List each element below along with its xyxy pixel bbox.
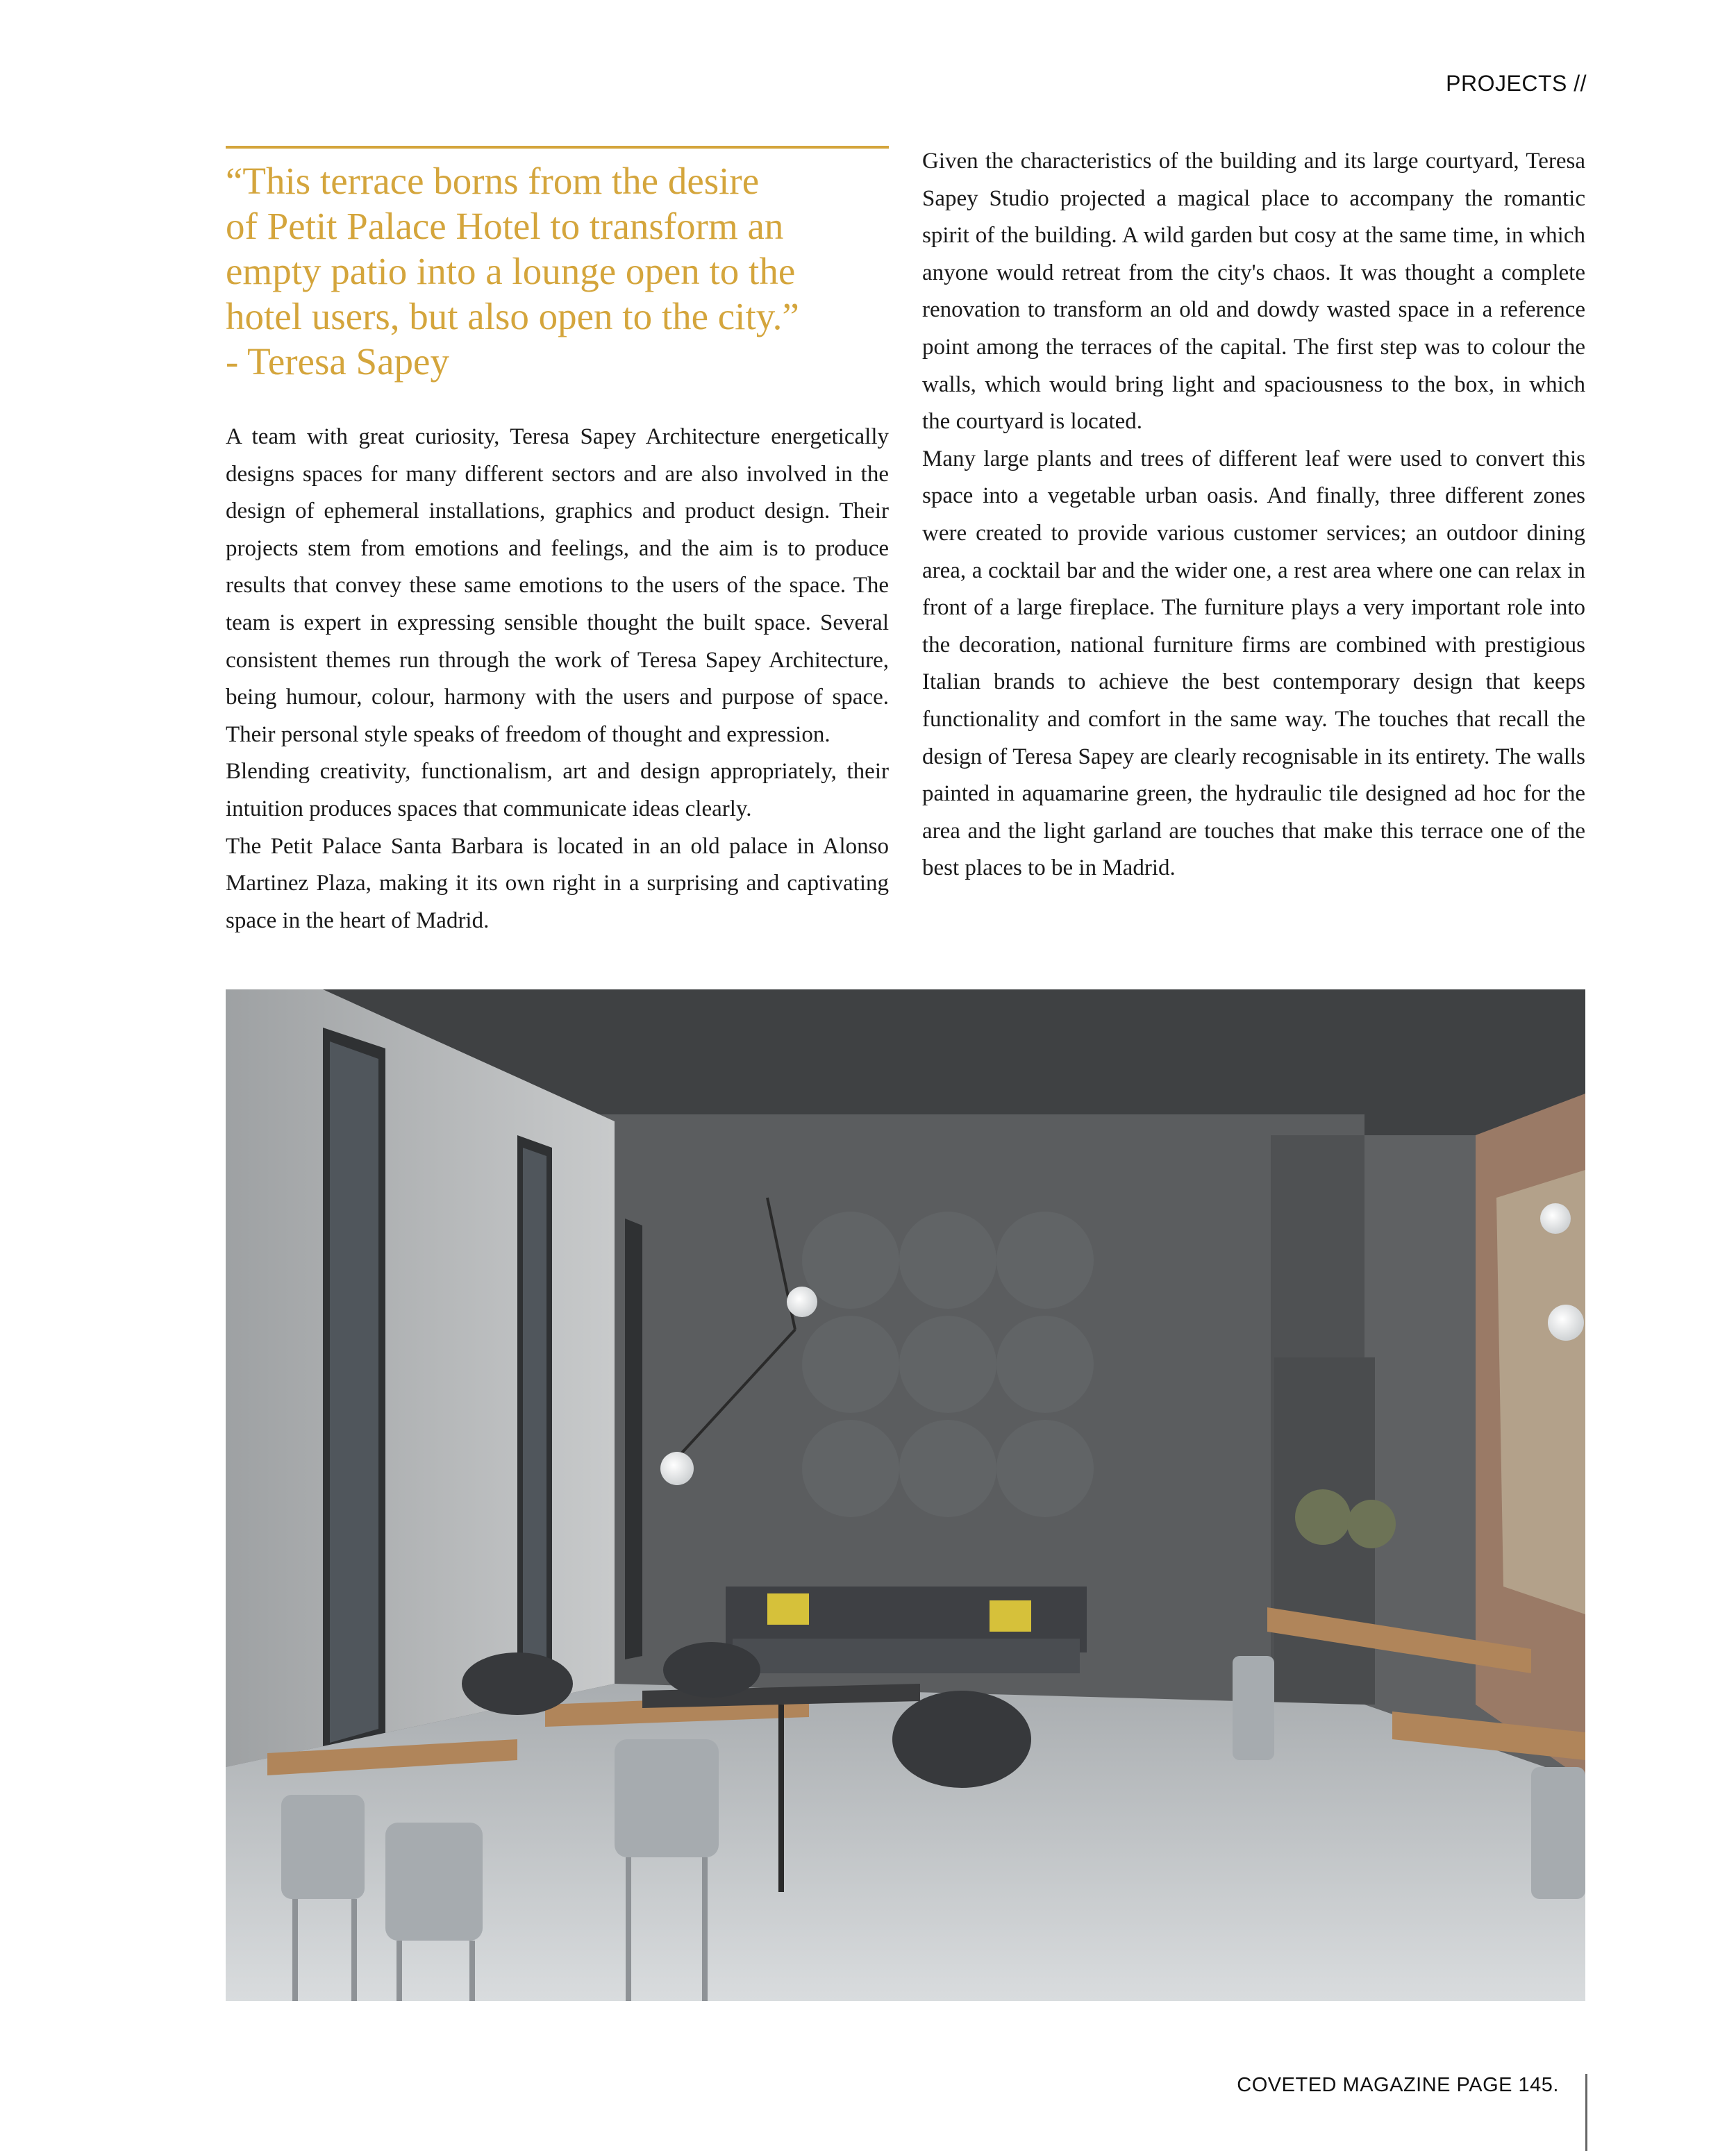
section-label: PROJECTS // <box>1446 71 1587 96</box>
page-footer: COVETED MAGAZINE PAGE 145. <box>1237 2074 1559 2096</box>
quote-rule <box>226 146 889 149</box>
restaurant-photo <box>226 989 1585 2001</box>
body-paragraph: Many large plants and trees of different leaf were used to convert this space into a vegetable urban oasis. And finally, three different zones were created to provide various customer services; an outdoor dining area, a cocktail bar and the wider one, a rest area where one can relax in front of a large fireplace. The furniture plays a very important role into the decoration, national furniture firms are combined with prestigious Italian brands to achieve the best contemporary design that keeps functionality and comfort in the same way. The touches that recall the design of Teresa Sapey are clearly recognisable in its entirety. The walls painted in aquamarine green, the hydraulic tile designed ad hoc for the area and the light garland are touches that make this terrace one of the best places to be in Madrid. <box>922 446 1585 881</box>
right-column <box>922 143 1585 887</box>
pull-quote <box>226 158 889 384</box>
body-paragraph: Given the characteristics of the building and its large courtyard, Teresa Sapey Studio projected a magical place to accompany the romantic spirit of the building. A wild garden but cosy at the same time, in which anyone would retreat from the city's chaos. It was thought a complete renovation to transform an old and dowdy wasted space in a reference point among the terraces of the capital. The first step was to colour the walls, which would bring light and spaciousness to the box, in which the courtyard is located. <box>922 149 1585 435</box>
quote-line: hotel users, but also open to the city.” <box>226 295 799 337</box>
footer-rule <box>1585 2074 1587 2151</box>
quote-line: empty patio into a lounge open to the <box>226 250 796 292</box>
body-paragraph: A team with great curiosity, Teresa Sapey Architecture energetically designs spaces for many different sectors and are also involved in the design of ephemeral installations, graphics and product design. Their projects stem from emotions and feelings, and the aim is to produce results that convey these same emotions to the users of the space. The team is expert in expressing sensible thought the built space. Several consistent themes run through the work of Teresa Sapey Architecture, being humour, colour, harmony with the users and purpose of space. Their personal style speaks of freedom of thought and expression. <box>226 424 889 747</box>
quote-line: of Petit Palace Hotel to transform an <box>226 205 784 247</box>
left-column <box>226 146 889 939</box>
quote-line: “This terrace borns from the desire <box>226 160 760 202</box>
restaurant-illustration <box>226 989 1585 2001</box>
body-paragraph: Blending creativity, functionalism, art and design appropriately, their intuition produces spaces that communicate ideas clearly. <box>226 759 889 821</box>
quote-attribution: - Teresa Sapey <box>226 340 449 383</box>
body-paragraph: The Petit Palace Santa Barbara is located in an old palace in Alonso Martinez Plaza, making it its own right in a surprising and captivating space in the heart of Madrid. <box>226 833 889 933</box>
